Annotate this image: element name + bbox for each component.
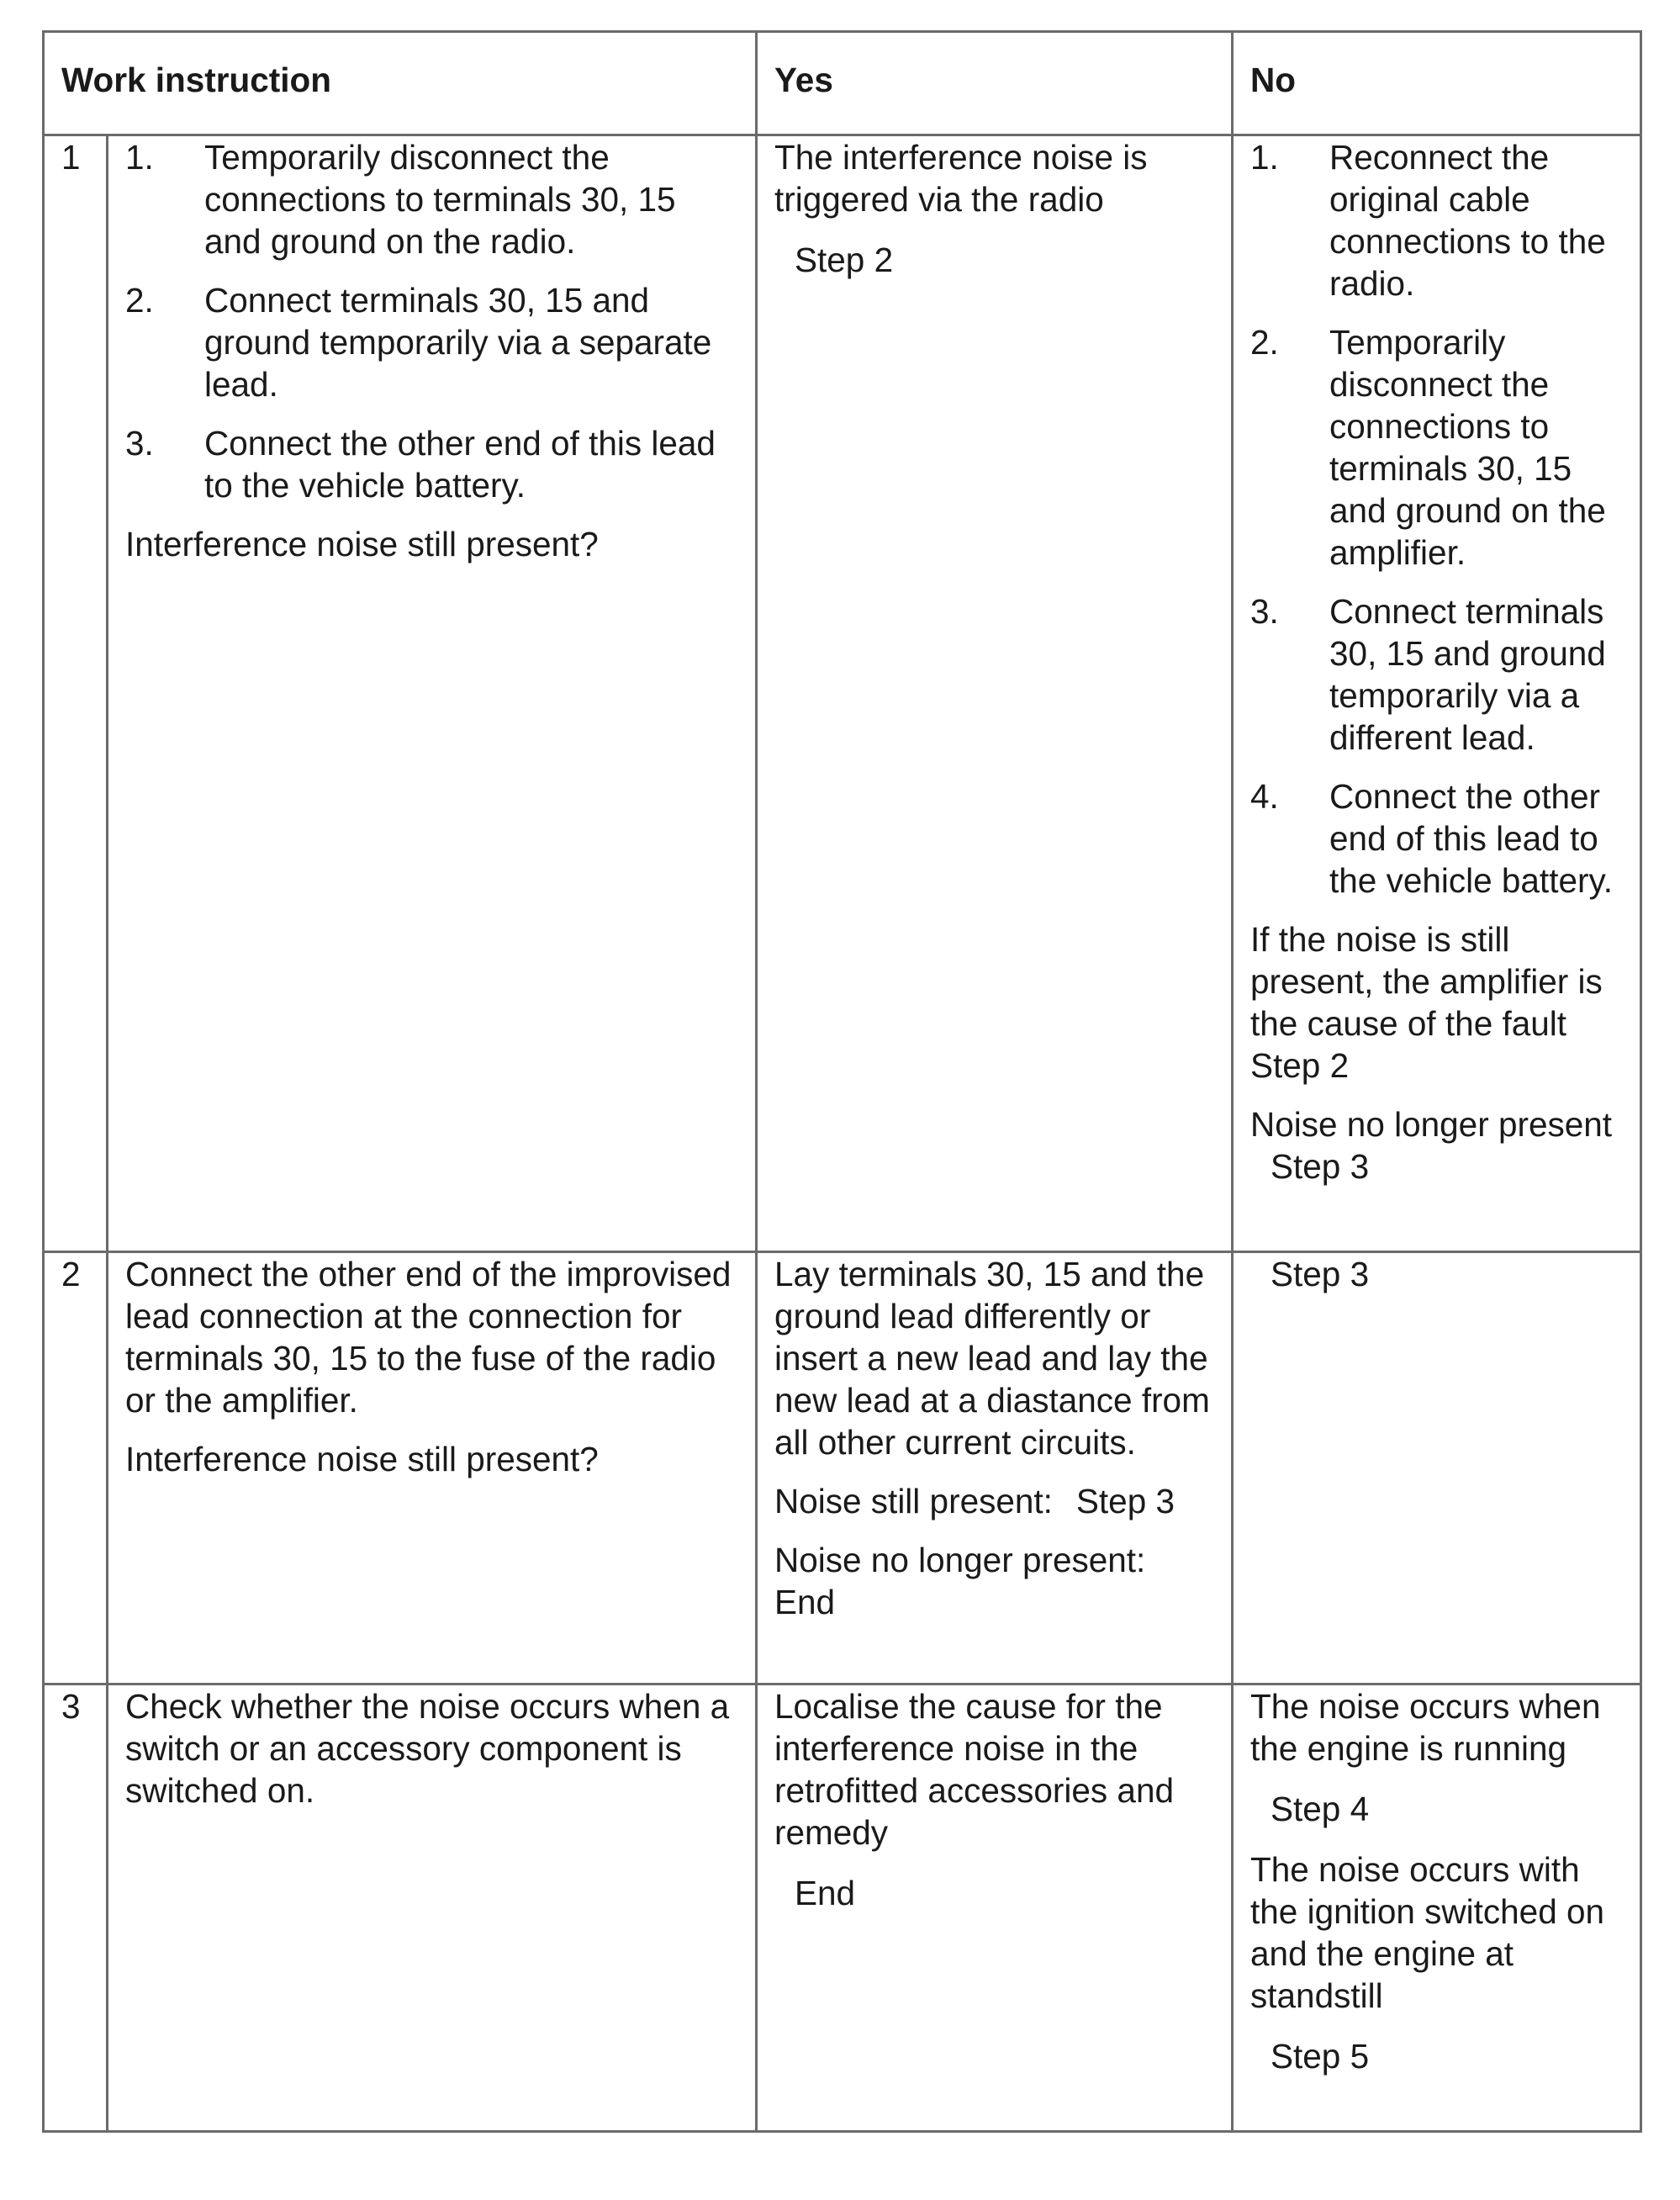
table-row <box>44 1252 1641 1684</box>
instruction-text: Check whether the noise occurs when a switch or an accessory component is switched on. <box>125 1687 730 1810</box>
work-instruction-cell <box>108 1684 757 2132</box>
step-reference: Step 5 <box>1271 2037 1370 2076</box>
instruction-list <box>125 136 738 506</box>
header-no: No <box>1233 32 1641 135</box>
step-reference: Step 4 <box>1271 1790 1370 1828</box>
step-reference: Step 3 <box>1075 1482 1175 1520</box>
instruction-text: Connect the other end of the improvised lead connection at the connection for terminals 30, 15 to the fuse of the radio or the amplifier. <box>125 1255 732 1420</box>
header-work-instruction: Work instruction <box>44 32 757 135</box>
step-reference: End <box>795 1874 856 1912</box>
header-yes: Yes <box>757 32 1233 135</box>
row-number: 1 <box>44 135 108 1252</box>
work-instruction-table <box>42 30 1642 2133</box>
step-reference: Step 3 <box>1271 1147 1370 1186</box>
step-reference: Step 2 <box>1250 1046 1350 1085</box>
table-row <box>44 1684 1641 2132</box>
step-reference: Step 3 <box>1271 1255 1370 1293</box>
list-item: 1. Reconnect the original cable connections to the radio. <box>1250 138 1606 303</box>
yes-text: The interference noise is triggered via the radio <box>774 138 1148 219</box>
list-item: 2. Connect terminals 30, 15 and ground temporarily via a separate lead. <box>125 281 712 404</box>
no-paragraph: Noise no longer present <box>1250 1105 1613 1144</box>
work-instruction-cell <box>108 1252 757 1684</box>
step-reference: Step 2 <box>795 241 894 279</box>
header-row <box>44 32 1641 135</box>
list-item: 4. Connect the other end of this lead to the vehicle battery. <box>1250 777 1613 900</box>
yes-result: Noise still present: Step 3 <box>774 1482 1175 1520</box>
no-cell <box>1233 1684 1641 2132</box>
list-item: 2. Temporarily disconnect the connections to terminals 30, 15 and ground on the amplifier. <box>1250 323 1606 572</box>
question-text: Interference noise still present? <box>125 1440 599 1478</box>
list-item: 3. Connect the other end of this lead to the vehicle battery. <box>125 424 716 505</box>
question-text: Interference noise still present? <box>125 525 599 563</box>
yes-cell <box>757 1684 1233 2132</box>
yes-text: Lay terminals 30, 15 and the ground lead differently or insert a new lead and lay the new lead at a diastance from all other current circuits. <box>774 1255 1210 1462</box>
yes-cell <box>757 135 1233 1252</box>
yes-result: Noise no longer present: End <box>774 1541 1146 1621</box>
no-paragraph: The noise occurs with the ignition switched on and the engine at standstill <box>1250 1850 1605 2015</box>
table-row <box>44 135 1641 1252</box>
yes-cell <box>757 1252 1233 1684</box>
row-number: 2 <box>44 1252 108 1684</box>
no-cell <box>1233 135 1641 1252</box>
no-cell <box>1233 1252 1641 1684</box>
step-reference: End <box>774 1583 836 1621</box>
row-number: 3 <box>44 1684 108 2132</box>
no-paragraph: If the noise is still present, the amplifier is the cause of the fault Step 2 <box>1250 920 1603 1085</box>
yes-text: Localise the cause for the interference noise in the retrofitted accessories and remedy <box>774 1687 1175 1852</box>
no-paragraph: The noise occurs when the engine is running <box>1250 1687 1601 1768</box>
work-instruction-cell <box>108 135 757 1252</box>
list-item: 3. Connect terminals 30, 15 and ground temporarily via a different lead. <box>1250 592 1606 757</box>
list-item: 1. Temporarily disconnect the connections to terminals 30, 15 and ground on the radio. <box>125 138 676 261</box>
no-list <box>1250 136 1623 902</box>
